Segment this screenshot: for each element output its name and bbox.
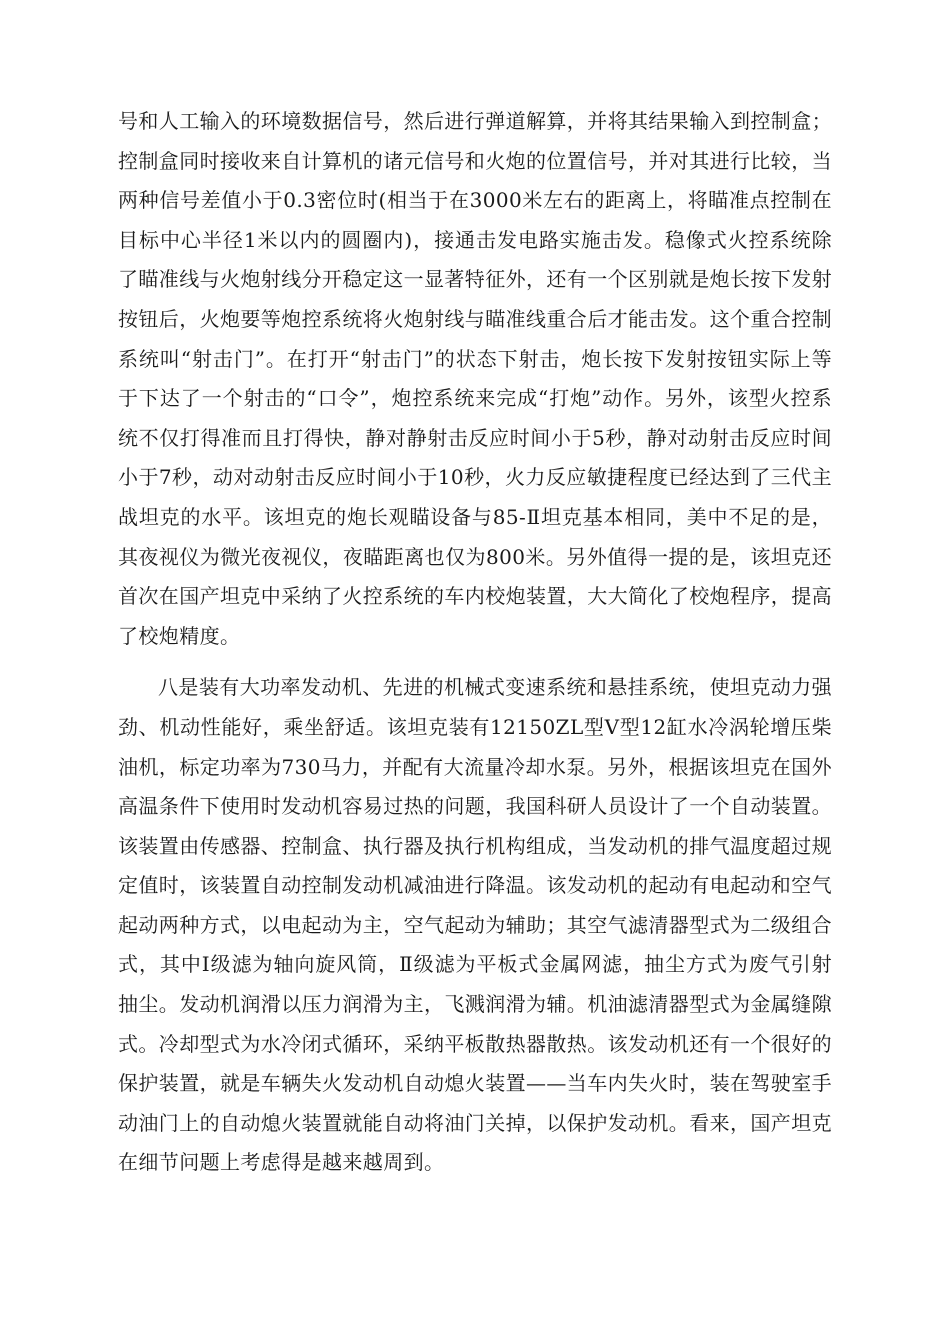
paragraph-fire-control: 号和人工输入的环境数据信号，然后进行弹道解算，并将其结果输入到控制盒；控制盒同时接收来自计算机的诸元信号和火炮的位置信号，并对其进行比较，当两种信号差值小于0.3密位时(相当于在3000米左右的距离上，将瞄准点控制在目标中心半径1米以内的圆圈内)，接通击发电路实施击发。稳像式火控系统除了瞄准线与火炮射线分开稳定这一显著特征外，还有一个区别就是炮长按下发射按钮后，火炮要等炮控系统将火炮射线与瞄准线重合后才能击发。这个重合控制系统叫“射击门”。在打开“射击门”的状态下射击，炮长按下发射按钮实际上等于下达了一个射击的“口令”，炮控系统来完成“打炮”动作。另外，该型火控系统不仅打得准而且打得快，静对静射击反应时间小于5秒，静对动射击反应时间小于7秒，动对动射击反应时间小于10秒，火力反应敏捷程度已经达到了三代主战坦克的水平。该坦克的炮长观瞄设备与85-Ⅱ坦克基本相同，美中不足的是，其夜视仪为微光夜视仪，夜瞄距离也仅为800米。另外值得一提的是，该坦克还首次在国产坦克中采纳了火控系统的车内校炮装置，大大简化了校炮程序，提高了校炮精度。 [118, 109, 832, 648]
document-page [118, 102, 832, 1183]
paragraph-engine: 八是装有大功率发动机、先进的机械式变速系统和悬挂系统，使坦克动力强劲、机动性能好，乘坐舒适。该坦克装有12150ZL型Ⅴ型12缸水冷涡轮增压柴油机，标定功率为730马力，并配有大流量冷却水泵。另外，根据该坦克在国外高温条件下使用时发动机容易过热的问题，我国科研人员设计了一个自动装置。该装置由传感器、控制盒、执行器及执行机构组成，当发动机的排气温度超过规定值时，该装置自动控制发动机减油进行降温。该发动机的起动有电起动和空气起动两种方式，以电起动为主，空气起动为辅助；其空气滤清器型式为二级组合式，其中Ⅰ级滤为轴向旋风筒，Ⅱ级滤为平板式金属网滤，抽尘方式为废气引射抽尘。发动机润滑以压力润滑为主，飞溅润滑为辅。机油滤清器型式为金属缝隙式。冷却型式为水冷闭式循环，采纳平板散热器散热。该发动机还有一个很好的保护装置，就是车辆失火发动机自动熄火装置——当车内失火时，装在驾驶室手动油门上的自动熄火装置就能自动将油门关掉，以保护发动机。看来，国产坦克在细节问题上考虑得是越来越周到。 [118, 675, 832, 1175]
